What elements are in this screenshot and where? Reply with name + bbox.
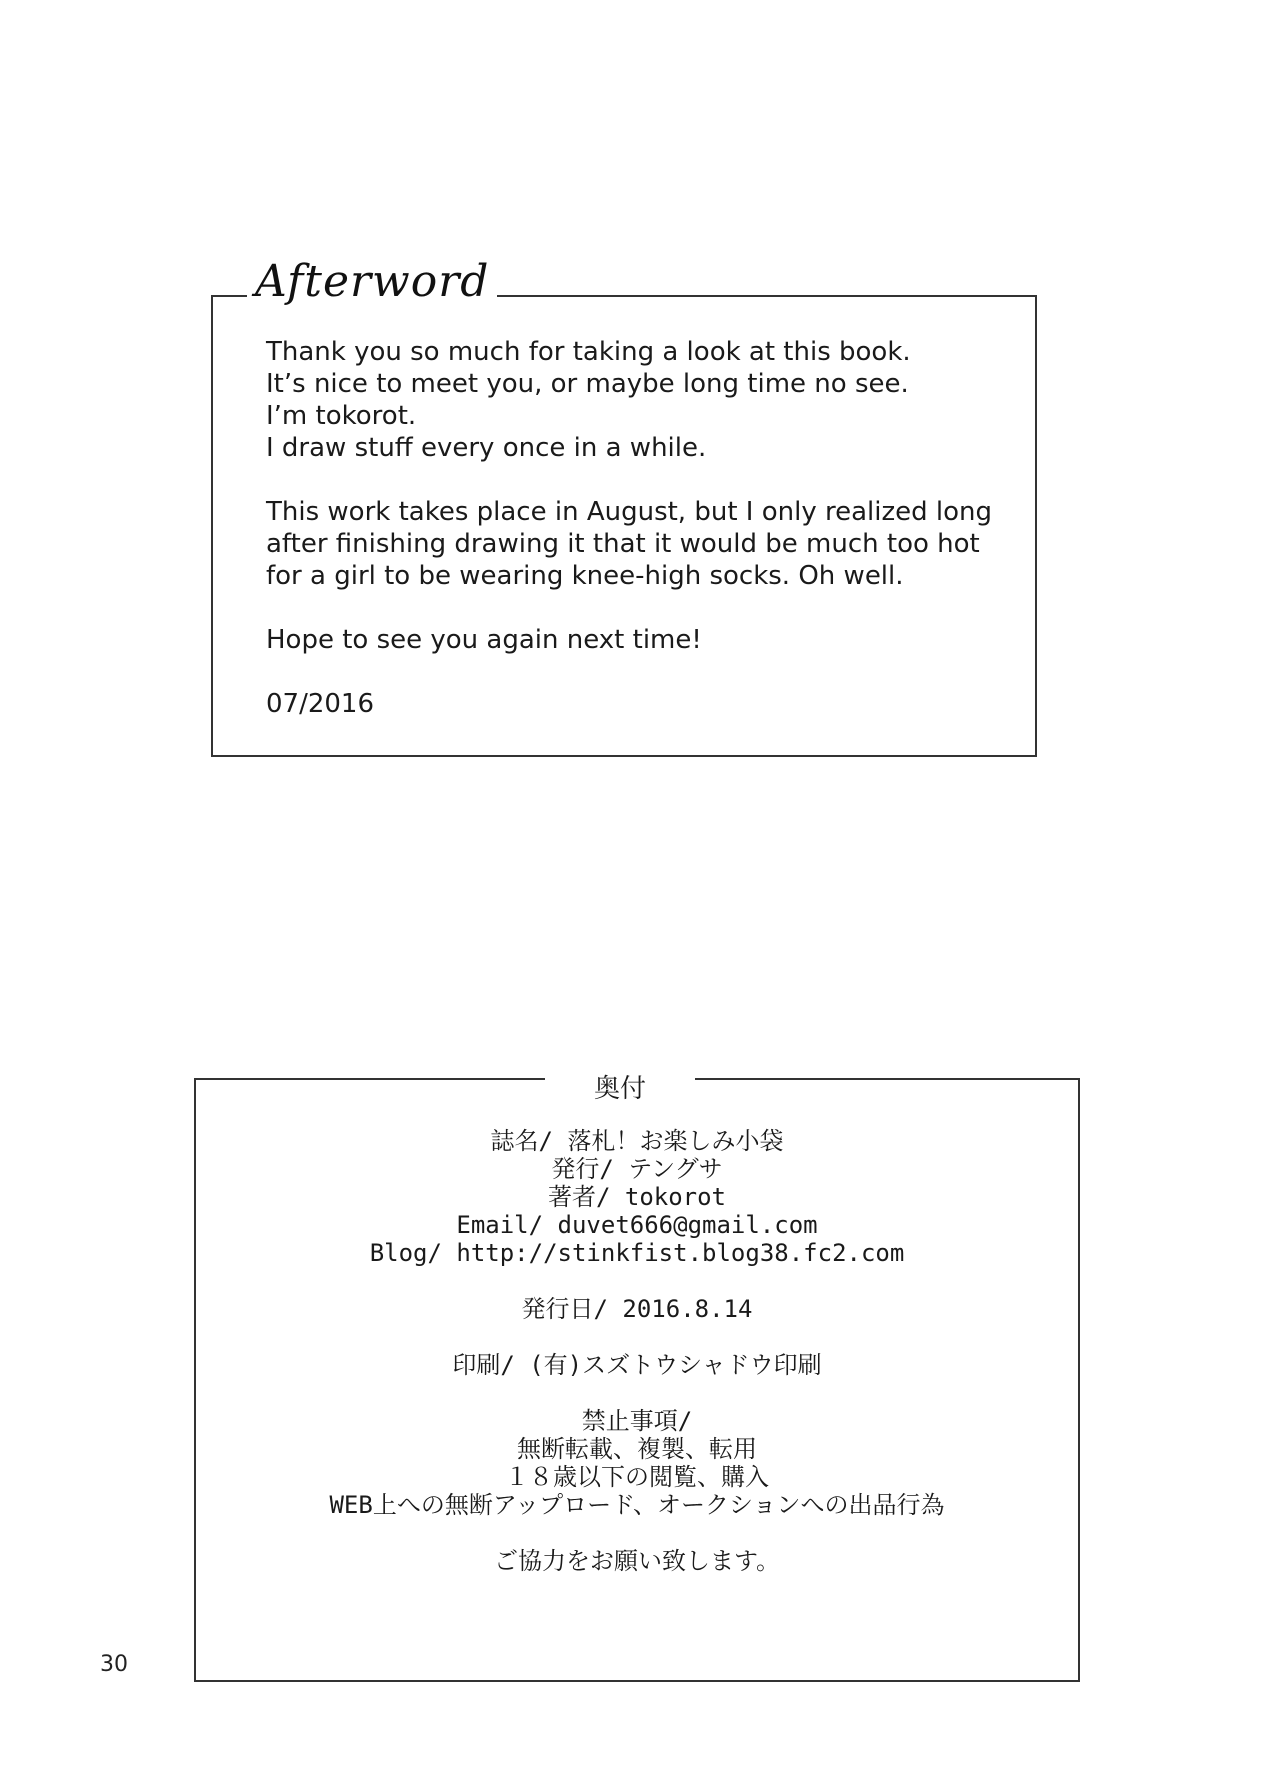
colophon-closing <box>194 1547 1080 1575</box>
colophon-line: 無断転載、複製、転用 <box>517 1435 757 1463</box>
afterword-line: It’s nice to meet you, or maybe long time no see. <box>266 369 909 399</box>
page-number: 30 <box>100 1652 128 1677</box>
colophon-line: 発行/ テングサ <box>551 1155 723 1183</box>
afterword-paragraph <box>266 336 1026 464</box>
colophon-line: 印刷/ (有)スズトウシャドウ印刷 <box>452 1351 822 1379</box>
afterword-line: Thank you so much for taking a look at this book. <box>266 337 911 367</box>
afterword-paragraph <box>266 496 1026 592</box>
afterword-line: I draw stuff every once in a while. <box>266 433 707 463</box>
afterword-body <box>266 336 1026 752</box>
colophon-line: 発行日/ 2016.8.14 <box>521 1295 753 1323</box>
colophon-printer <box>194 1351 1080 1379</box>
afterword-line: for a girl to be wearing knee-high socks. Oh well. <box>266 561 904 591</box>
colophon-title: 奥付 <box>545 1072 695 1106</box>
colophon-line: Email/ duvet666@gmail.com <box>456 1211 818 1239</box>
colophon-issue-date <box>194 1295 1080 1323</box>
afterword-line: This work takes place in August, but I only realized long <box>266 497 992 527</box>
colophon-line: ご協力をお願い致します。 <box>493 1547 781 1575</box>
colophon-publication-info <box>194 1127 1080 1267</box>
afterword-line: I’m tokorot. <box>266 401 417 431</box>
afterword-line: 07/2016 <box>266 689 375 719</box>
afterword-line: after finishing drawing it that it would be much too hot <box>266 529 980 559</box>
colophon-line: 誌名/ 落札！お楽しみ小袋 <box>490 1127 784 1155</box>
colophon-line: １８歳以下の閲覧、購入 <box>505 1463 769 1491</box>
afterword-title: Afterword <box>247 252 497 312</box>
colophon-body <box>194 1127 1080 1603</box>
afterword-date <box>266 688 1026 720</box>
colophon-line: WEB上への無断アップロード、オークションへの出品行為 <box>329 1491 945 1519</box>
colophon-line: Blog/ http://stinkfist.blog38.fc2.com <box>369 1239 905 1267</box>
colophon-line: 禁止事項/ <box>581 1407 693 1435</box>
afterword-paragraph <box>266 624 1026 656</box>
colophon-line: 著者/ tokorot <box>547 1183 727 1211</box>
afterword-line: Hope to see you again next time! <box>266 625 702 655</box>
colophon-prohibitions <box>194 1407 1080 1519</box>
